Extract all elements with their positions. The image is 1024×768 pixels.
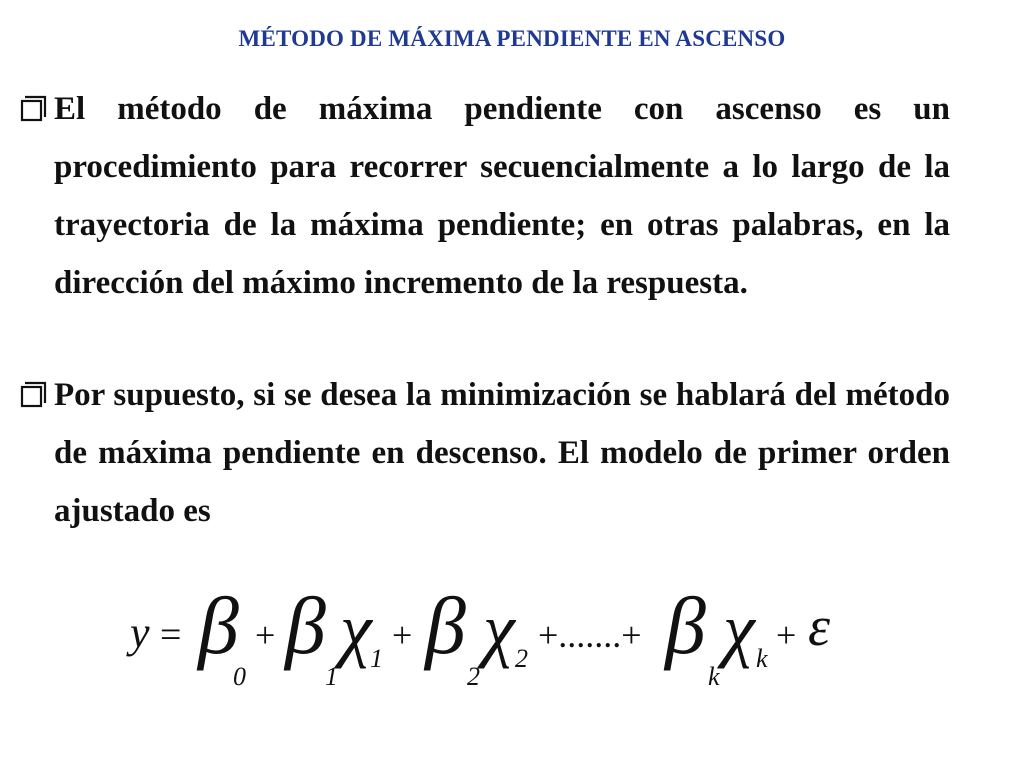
formula-chi-sub-2: 2 — [515, 644, 528, 673]
formula-plus: + — [392, 615, 413, 655]
formula-plus: + — [255, 615, 276, 655]
formula-equals: = — [160, 614, 182, 656]
formula-chi-sub-1: 1 — [370, 644, 383, 673]
formula-y: y — [130, 608, 150, 657]
bullet-text: Por supuesto, si se desea la minimización se hablará del método de máxima pendiente en descenso. El modelo de primer orden ajustado es — [54, 377, 950, 529]
formula-epsilon: ε — [808, 596, 831, 658]
formula-chi-sub-k: k — [756, 644, 768, 673]
formula-dots: +.......+ — [538, 615, 642, 655]
formula-beta-1: β — [285, 580, 326, 671]
formula-chi-2: χ — [483, 589, 515, 669]
formula-plus: + — [776, 615, 797, 655]
formula-chi-1: χ — [340, 589, 372, 669]
formula-sub-1: 1 — [325, 662, 338, 691]
formula-sub-k: k — [708, 662, 720, 691]
regression-formula — [120, 575, 880, 695]
formula-sub-2: 2 — [467, 662, 480, 691]
slide-title: MÉTODO DE MÁXIMA PENDIENTE EN ASCENSO — [238, 26, 786, 51]
checkbox-bullet-icon — [20, 380, 48, 408]
formula-beta-2: β — [425, 580, 466, 671]
formula-beta-k: β — [665, 580, 706, 671]
bullet-text: El método de máxima pendiente con ascenso es un procedimiento para recorrer secuencialmente a lo largo de la trayectoria de la máxima pendiente; en otras palabras, en la dirección del máximo incremento de la respuesta. — [54, 91, 950, 301]
bullet-item — [20, 80, 950, 312]
checkbox-bullet-icon — [20, 94, 48, 122]
formula-sub-0: 0 — [233, 662, 246, 691]
formula-beta-0: β — [198, 580, 239, 671]
formula-chi-k: χ — [723, 589, 755, 669]
bullet-item — [20, 366, 950, 540]
